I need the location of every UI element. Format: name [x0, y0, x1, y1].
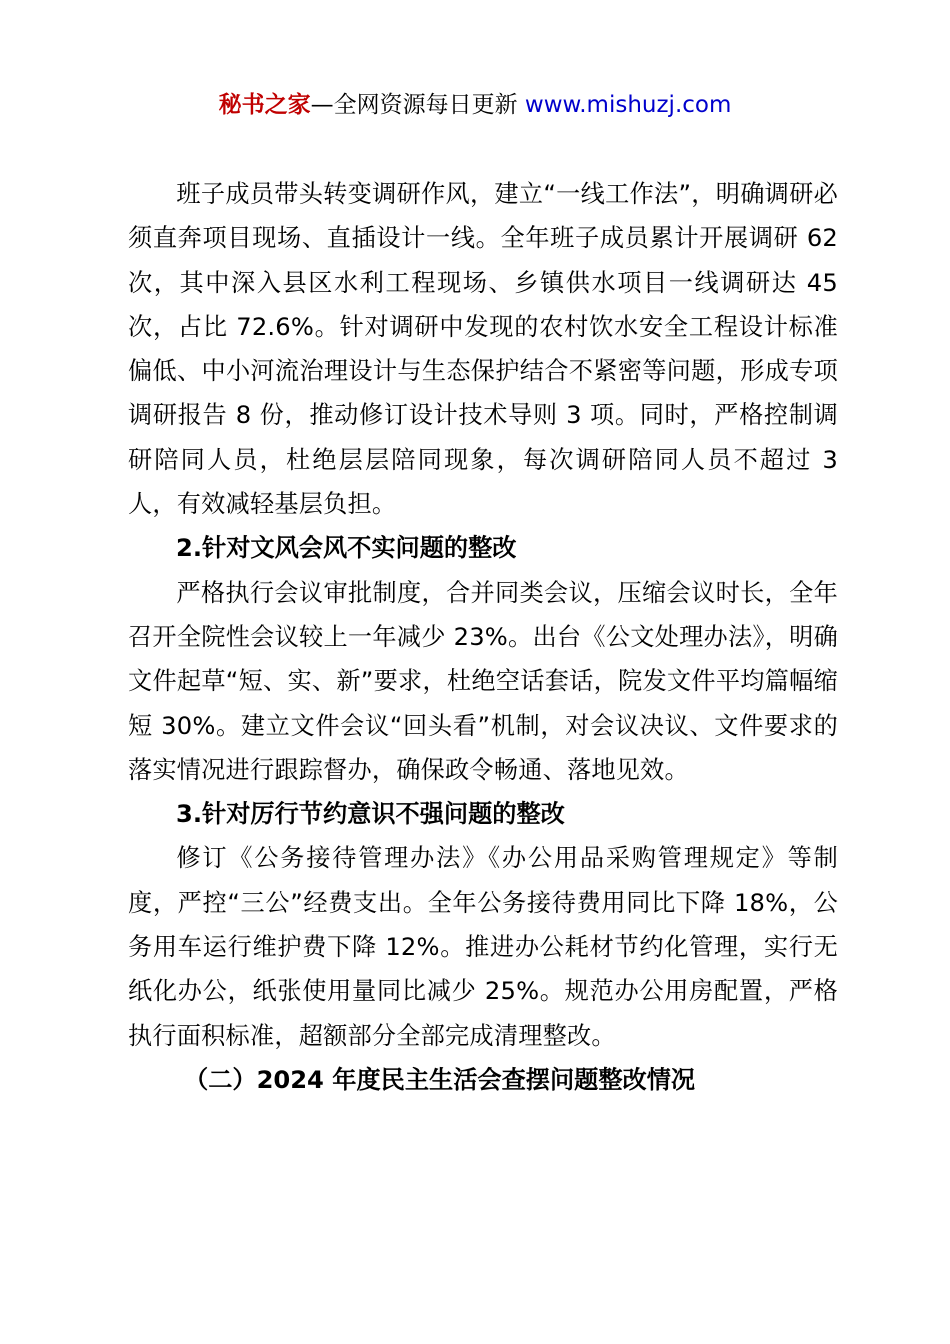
paragraph-frugality-reform: 修订《公务接待管理办法》《办公用品采购管理规定》等制度，严控“三公”经费支出。全年公务接待费用同比下降 18%，公务用车运行维护费下降 12%。推进办公耗材节约化管理，实行无纸化办公，纸张使用量同比减少 25%。规范办公用房配置，严格执行面积标准，超额部分全部完成清理整改。 [128, 844, 838, 1050]
site-url-link[interactable]: www.mishuzj.com [524, 92, 732, 118]
paragraph-meeting-reform: 严格执行会议审批制度，合并同类会议，压缩会议时长，全年召开全院性会议较上一年减少 23%。出台《公文处理办法》，明确文件起草“短、实、新”要求，杜绝空话套话，院发文件平均篇幅缩短 30%。建立文件会议“回头看”机制，对会议决议、文件要求的落实情况进行跟踪督办，确保政令畅通、落地见效。 [128, 578, 838, 784]
brand-name: 秘书之家 [218, 92, 311, 118]
header-tagline: —全网资源每日更新 [310, 92, 525, 118]
paragraph-research-style: 班子成员带头转变调研作风，建立“一线工作法”，明确调研必须直奔项目现场、直插设计一线。全年班子成员累计开展调研 62 次，其中深入县区水利工程现场、乡镇供水项目一线调研达 45 次，占比 72.6%。针对调研中发现的农村饮水安全工程设计标准偏低、中小河流治理设计与生态保护结合不紧密等问题，形成专项调研报告 8 份，推动修订设计技术导则 3 项。同时，严格控制调研陪同人员，杜绝层层陪同现象，每次调研陪同人员不超过 3 人，有效减轻基层负担。 [128, 180, 838, 519]
heading-frugality: 3.针对厉行节约意识不强问题的整改 [176, 800, 565, 829]
section-heading-2024: （二）2024 年度民主生活会查摆问题整改情况 [184, 1065, 696, 1094]
document-body [128, 172, 838, 1102]
heading-writing-meeting-style: 2.针对文风会风不实问题的整改 [176, 534, 517, 563]
site-header [0, 88, 950, 122]
